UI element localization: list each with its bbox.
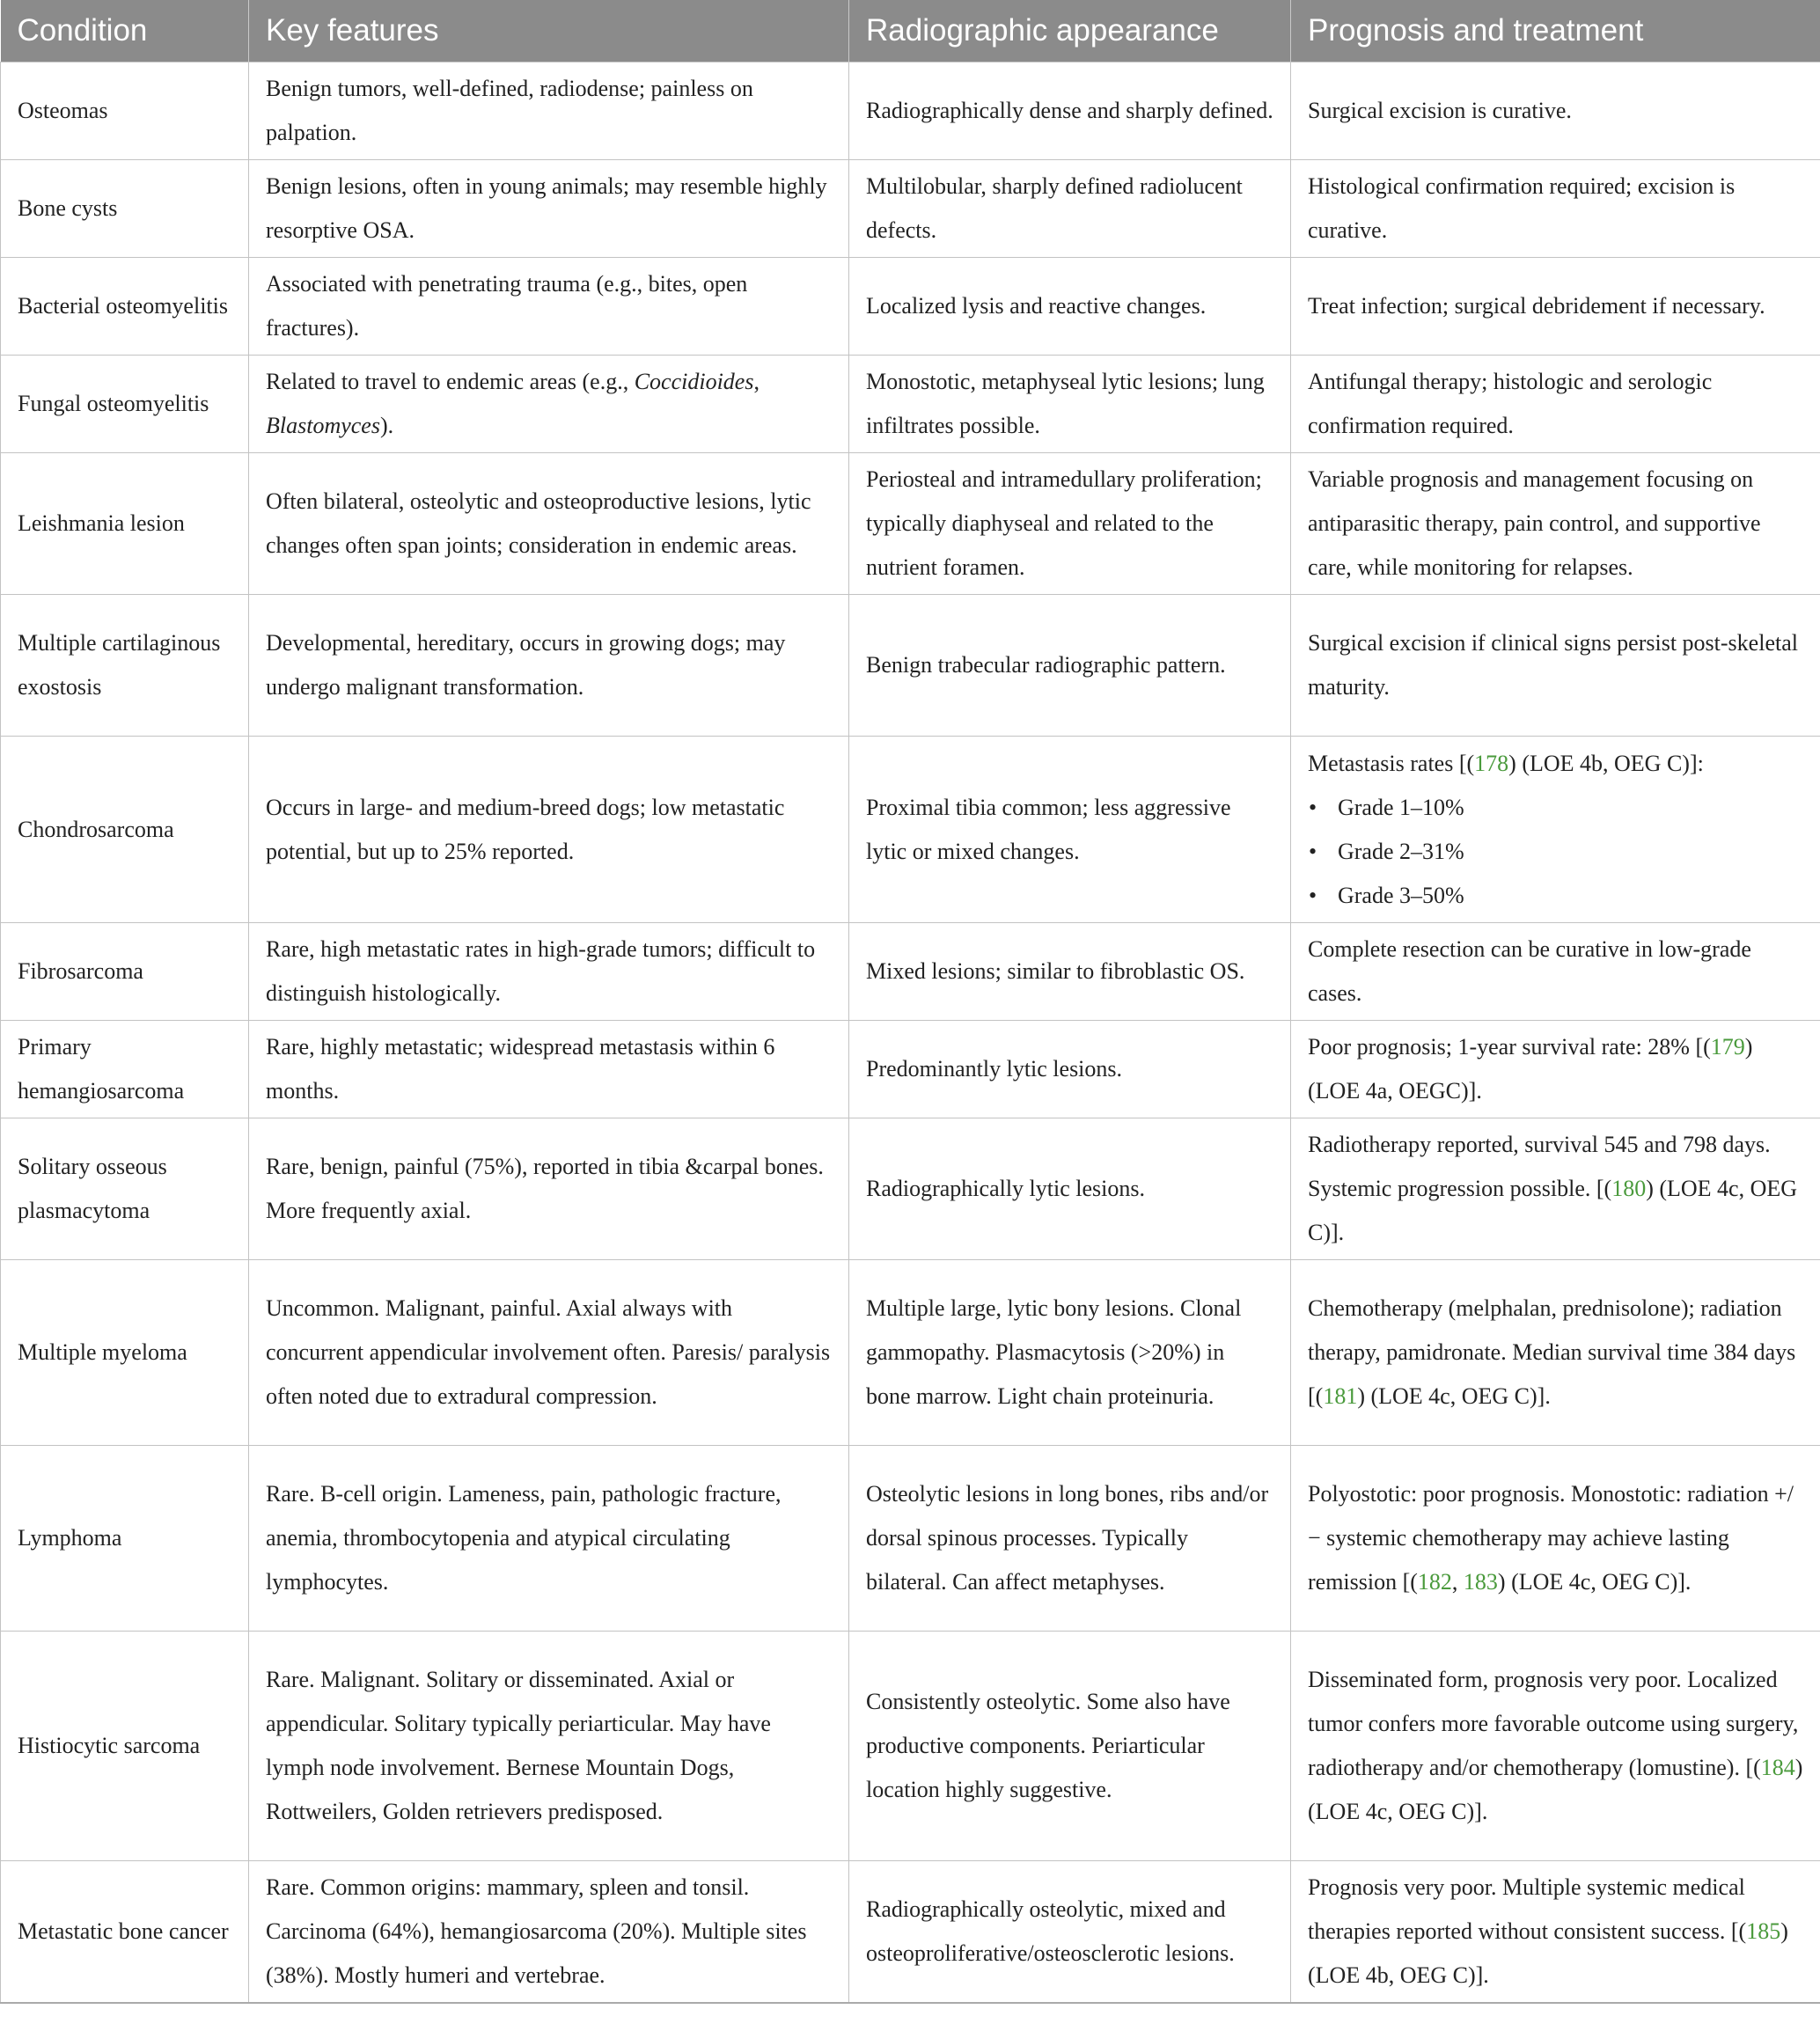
cell-prognosis [1291,1021,1820,1118]
cell-prognosis: Surgical excision if clinical signs persist post-skeletal maturity. [1291,595,1820,737]
cell-prognosis: Treat infection; surgical debridement if necessary. [1291,258,1820,356]
prognosis-text: ) (LOE 4c, OEG C)]. [1357,1383,1551,1409]
cell-radiographic: Periosteal and intramedullary proliferation; typically diaphyseal and related to the nutrient foramen. [849,453,1291,595]
features-text: Related to travel to endemic areas (e.g., [266,369,635,394]
cell-prognosis: Complete resection can be curative in low-grade cases. [1291,923,1820,1021]
cell-condition: Osteomas [1,62,249,160]
cell-key-features: Uncommon. Malignant, painful. Axial always with concurrent appendicular involvement often. Paresis/ paralysis often noted due to extradural compression. [249,1260,849,1446]
table-row [1,62,1820,160]
cell-radiographic: Multiple large, lytic bony lesions. Clonal gammopathy. Plasmacytosis (>20%) in bone marrow. Light chain proteinuria. [849,1260,1291,1446]
table-row [1,737,1820,923]
reference-link-185[interactable]: 185 [1746,1918,1781,1944]
features-text: ). [379,413,394,438]
cell-key-features: Rare. Common origins: mammary, spleen and tonsil. Carcinoma (64%), hemangiosarcoma (20%). Multiple sites (38%). Mostly humeri and vertebrae. [249,1861,849,2003]
cell-prognosis: Histological confirmation required; excision is curative. [1291,160,1820,258]
cell-prognosis [1291,1260,1820,1446]
reference-link-178[interactable]: 178 [1474,750,1509,776]
cell-prognosis: Surgical excision is curative. [1291,62,1820,160]
grade-list [1308,786,1803,918]
cell-prognosis [1291,1632,1820,1861]
prognosis-text: Chemotherapy (melphalan, prednisolone); radiation therapy, pamidronate. Median survival time 384 days [( [1308,1295,1796,1409]
reference-link-182[interactable]: 182 [1417,1569,1452,1595]
cell-condition: Chondrosarcoma [1,737,249,923]
cell-key-features: Associated with penetrating trauma (e.g., bites, open fractures). [249,258,849,356]
cell-radiographic: Radiographically dense and sharply defined. [849,62,1291,160]
table-row [1,160,1820,258]
cell-condition: Bone cysts [1,160,249,258]
cell-key-features: Benign lesions, often in young animals; may resemble highly resorptive OSA. [249,160,849,258]
reference-link-180[interactable]: 180 [1611,1176,1647,1201]
cell-prognosis [1291,737,1820,923]
cell-radiographic: Proximal tibia common; less aggressive lytic or mixed changes. [849,737,1291,923]
cell-condition: Primary hemangiosarcoma [1,1021,249,1118]
cell-key-features: Benign tumors, well-defined, radiodense; painless on palpation. [249,62,849,160]
cell-condition: Histiocytic sarcoma [1,1632,249,1861]
cell-key-features: Occurs in large- and medium-breed dogs; low metastatic potential, but up to 25% reported. [249,737,849,923]
reference-link-183[interactable]: 183 [1463,1569,1498,1595]
cell-key-features: Rare, benign, painful (75%), reported in tibia &carpal bones. More frequently axial. [249,1118,849,1260]
prognosis-text: Prognosis very poor. Multiple systemic medical therapies reported without consistent success. [( [1308,1874,1747,1944]
table-row [1,595,1820,737]
cell-key-features [249,356,849,453]
table-row [1,1021,1820,1118]
header-row [1,0,1820,62]
cell-radiographic: Benign trabecular radiographic pattern. [849,595,1291,737]
prognosis-text: Disseminated form, prognosis very poor. Localized tumor confers more favorable outcome using surgery, radiotherapy and/or chemotherapy (lomustine). [( [1308,1667,1799,1780]
header-radiographic-appearance: Radiographic appearance [849,0,1291,62]
table-row [1,1260,1820,1446]
features-text: , [753,369,760,394]
header-prognosis-treatment: Prognosis and treatment [1291,0,1820,62]
cell-condition: Solitary osseous plasmacytoma [1,1118,249,1260]
reference-link-179[interactable]: 179 [1710,1034,1745,1060]
prognosis-text: ) (LOE 4c, OEG C)]. [1497,1569,1692,1595]
cell-prognosis: Variable prognosis and management focusing on antiparasitic therapy, pain control, and supportive care, while monitoring for relapses. [1291,453,1820,595]
table-row [1,356,1820,453]
prognosis-text: ) (LOE 4c, OEG C)]. [1308,1176,1798,1245]
table-body [1,62,1820,2003]
cell-key-features: Rare. B-cell origin. Lameness, pain, pathologic fracture, anemia, thrombocytopenia and atypical circulating lymphocytes. [249,1446,849,1632]
grade-item: • Grade 3–50% [1338,874,1803,918]
table-row [1,1446,1820,1632]
prognosis-text: ) (LOE 4c, OEG C)]. [1308,1755,1803,1824]
cell-radiographic: Predominantly lytic lesions. [849,1021,1291,1118]
cell-radiographic: Multilobular, sharply defined radiolucent defects. [849,160,1291,258]
prognosis-text: Metastasis rates [( [1308,750,1475,776]
cell-condition: Bacterial osteomyelitis [1,258,249,356]
prognosis-text: Radiotherapy reported, survival 545 and 798 days. Systemic progression possible. [( [1308,1132,1771,1201]
prognosis-text: ) (LOE 4a, OEGC)]. [1308,1034,1753,1104]
prognosis-text: ) (LOE 4b, OEG C)]. [1308,1918,1788,1988]
table-row [1,453,1820,595]
cell-radiographic: Osteolytic lesions in long bones, ribs and/or dorsal spinous processes. Typically bilateral. Can affect metaphyses. [849,1446,1291,1632]
cell-radiographic: Consistently osteolytic. Some also have productive components. Periarticular location highly suggestive. [849,1632,1291,1861]
cell-key-features: Rare, highly metastatic; widespread metastasis within 6 months. [249,1021,849,1118]
cell-condition: Leishmania lesion [1,453,249,595]
cell-condition: Fibrosarcoma [1,923,249,1021]
cell-radiographic: Mixed lesions; similar to fibroblastic OS. [849,923,1291,1021]
cell-prognosis [1291,1446,1820,1632]
cell-condition: Multiple cartilaginous exostosis [1,595,249,737]
cell-key-features: Rare, high metastatic rates in high-grade tumors; difficult to distinguish histologically. [249,923,849,1021]
cell-condition: Fungal osteomyelitis [1,356,249,453]
reference-link-184[interactable]: 184 [1760,1755,1795,1780]
cell-condition: Multiple myeloma [1,1260,249,1446]
genus-name: Coccidioides [634,369,754,394]
table-header [1,0,1820,62]
cell-key-features: Often bilateral, osteolytic and osteoproductive lesions, lytic changes often span joints; consideration in endemic areas. [249,453,849,595]
cell-key-features: Rare. Malignant. Solitary or disseminated. Axial or appendicular. Solitary typically periarticular. May have lymph node involvement. Bernese Mountain Dogs, Rottweilers, Golden retrievers predisposed. [249,1632,849,1861]
cell-radiographic: Monostotic, metaphyseal lytic lesions; lung infiltrates possible. [849,356,1291,453]
cell-prognosis [1291,1118,1820,1260]
table-row [1,1118,1820,1260]
genus-name: Blastomyces [266,413,380,438]
header-condition: Condition [1,0,249,62]
cell-radiographic: Radiographically lytic lesions. [849,1118,1291,1260]
table-row [1,258,1820,356]
cell-condition: Metastatic bone cancer [1,1861,249,2003]
table-row [1,1861,1820,2003]
cell-radiographic: Localized lysis and reactive changes. [849,258,1291,356]
header-key-features: Key features [249,0,849,62]
prognosis-text: , [1451,1569,1464,1595]
prognosis-text: ) (LOE 4b, OEG C)]: [1508,750,1704,776]
prognosis-text: Polyostotic: poor prognosis. Monostotic: radiation +/− systemic chemotherapy may achieve lasting remission [( [1308,1481,1794,1595]
reference-link-181[interactable]: 181 [1323,1383,1358,1409]
cell-prognosis: Antifungal therapy; histologic and serologic confirmation required. [1291,356,1820,453]
table-row [1,1632,1820,1861]
cell-condition: Lymphoma [1,1446,249,1632]
grade-item: • Grade 2–31% [1338,830,1803,874]
grade-item: • Grade 1–10% [1338,786,1803,830]
table-row [1,923,1820,1021]
cell-prognosis [1291,1861,1820,2003]
cell-radiographic: Radiographically osteolytic, mixed and osteoproliferative/osteosclerotic lesions. [849,1861,1291,2003]
prognosis-text: Poor prognosis; 1-year survival rate: 28% [( [1308,1034,1711,1060]
cell-key-features: Developmental, hereditary, occurs in growing dogs; may undergo malignant transformation. [249,595,849,737]
